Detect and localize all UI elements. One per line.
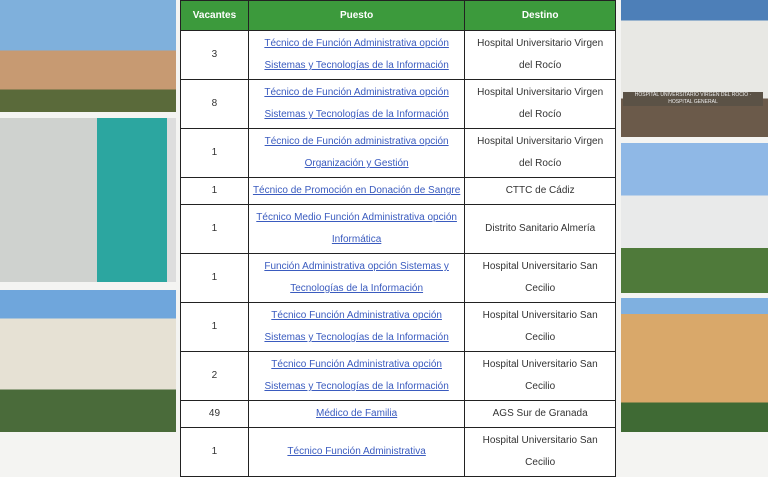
table-row: [181, 401, 616, 428]
vacantes-cell: 49: [181, 401, 249, 428]
table-row: [181, 31, 616, 80]
header-puesto: Puesto: [248, 1, 464, 31]
puesto-cell: [248, 178, 464, 205]
destino-cell: AGS Sur de Granada: [465, 401, 616, 428]
destino-cell: Hospital Universitario Virgen del Rocío: [465, 80, 616, 129]
header-vacantes: Vacantes: [181, 1, 249, 31]
table-row: [181, 428, 616, 477]
table-header: [181, 1, 616, 31]
puesto-link[interactable]: Médico de Familia: [316, 408, 398, 419]
puesto-cell: [248, 254, 464, 303]
puesto-cell: [248, 352, 464, 401]
vacantes-cell: 1: [181, 254, 249, 303]
puesto-cell: [248, 129, 464, 178]
destino-cell: CTTC de Cádiz: [465, 178, 616, 205]
vacantes-cell: 1: [181, 129, 249, 178]
puesto-link[interactable]: Técnico Función Administrativa: [287, 446, 426, 457]
destino-cell: Distrito Sanitario Almería: [465, 205, 616, 254]
hospital-photo: [0, 290, 176, 432]
destino-cell: Hospital Universitario San Cecilio: [465, 352, 616, 401]
hospital-sign: HOSPITAL UNIVERSITARIO VIRGEN DEL ROCIO · HOSPITAL GENERAL: [623, 92, 763, 106]
puesto-link[interactable]: Función Administrativa opción Sistemas y Tecnologías de la Información: [264, 261, 449, 294]
vacantes-cell: 2: [181, 352, 249, 401]
table-row: [181, 254, 616, 303]
destino-cell: Hospital Universitario San Cecilio: [465, 303, 616, 352]
vacantes-cell: 1: [181, 178, 249, 205]
hospital-photo: [621, 0, 768, 137]
table-row: [181, 205, 616, 254]
table-row: [181, 352, 616, 401]
puesto-cell: [248, 80, 464, 129]
hospital-photo: [0, 118, 176, 282]
table-row: [181, 80, 616, 129]
vacantes-cell: 1: [181, 303, 249, 352]
destino-cell: Hospital Universitario Virgen del Rocío: [465, 129, 616, 178]
destino-cell: Hospital Universitario San Cecilio: [465, 254, 616, 303]
hospital-photo: [621, 298, 768, 432]
table-row: [181, 303, 616, 352]
puesto-link[interactable]: Técnico de Promoción en Donación de Sangre: [252, 185, 461, 196]
puesto-cell: [248, 428, 464, 477]
table-row: [181, 178, 616, 205]
puesto-cell: [248, 401, 464, 428]
puesto-link[interactable]: Técnico Función Administrativa opción Sistemas y Tecnologías de la Información: [264, 310, 449, 343]
puesto-cell: [248, 31, 464, 80]
vacantes-cell: 1: [181, 428, 249, 477]
puesto-link[interactable]: Técnico de Función Administrativa opción Sistemas y Tecnologías de la Información: [264, 38, 449, 71]
puesto-link[interactable]: Técnico de Función Administrativa opción Sistemas y Tecnologías de la Información: [264, 87, 449, 120]
puesto-link[interactable]: Técnico de Función administrativa opción Organización y Gestión: [264, 136, 449, 169]
vacantes-cell: 3: [181, 31, 249, 80]
puesto-cell: [248, 205, 464, 254]
hospital-photo: [621, 143, 768, 293]
puesto-cell: [248, 303, 464, 352]
vacantes-cell: 8: [181, 80, 249, 129]
destino-cell: Hospital Universitario Virgen del Rocío: [465, 31, 616, 80]
hospital-photo: [0, 0, 176, 112]
puesto-link[interactable]: Técnico Medio Función Administrativa opción Informática: [256, 212, 457, 245]
vacantes-cell: 1: [181, 205, 249, 254]
vacancies-table: [180, 0, 616, 477]
destino-cell: Hospital Universitario San Cecilio: [465, 428, 616, 477]
table-row: [181, 129, 616, 178]
header-destino: Destino: [465, 1, 616, 31]
puesto-link[interactable]: Técnico Función Administrativa opción Sistemas y Tecnologías de la Información: [264, 359, 449, 392]
